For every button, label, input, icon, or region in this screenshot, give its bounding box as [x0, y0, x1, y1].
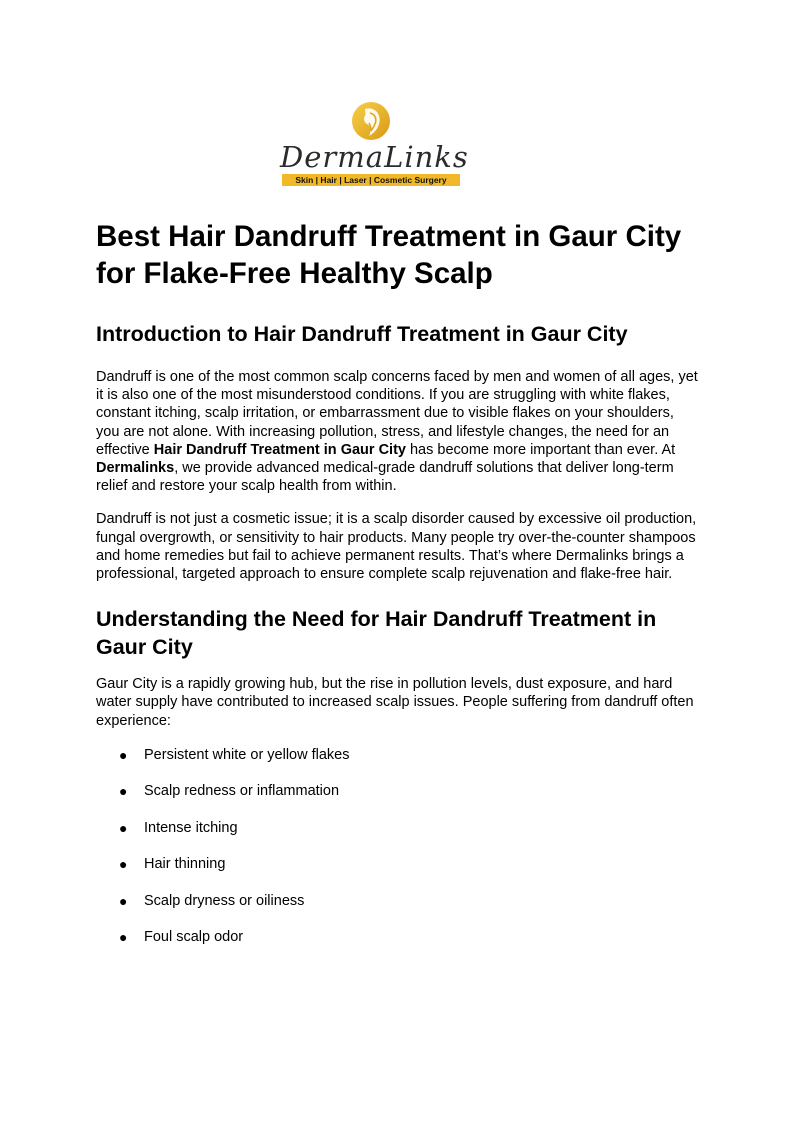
list-item-text: Foul scalp odor: [144, 929, 244, 946]
intro-p1-text-1: Dandruff is one of the most common scalp concerns faced by men and women of all ages, yet it is also one of the most misunderstood conditions. If you are struggling with white flakes, constant itching, scalp irritation, or embarrassment due to visible flakes on your shoulders, you are not alone. With increasing pollution, stress, and lifestyle changes, the need for an effective: [96, 369, 698, 458]
intro-heading: Introduction to Hair Dandruff Treatment in Gaur City: [96, 322, 628, 346]
bullet-icon: ●: [119, 746, 128, 763]
list-item: [96, 782, 700, 800]
bullet-icon: ●: [119, 819, 128, 836]
list-item: [96, 928, 700, 946]
list-item-text: Intense itching: [144, 819, 238, 836]
list-item: [96, 746, 700, 764]
bullet-icon: ●: [119, 892, 128, 909]
bullet-icon: ●: [119, 856, 128, 873]
page-title: Best Hair Dandruff Treatment in Gaur City for Flake-Free Healthy Scalp: [96, 220, 682, 290]
list-item: [96, 892, 700, 910]
bullet-icon: ●: [119, 929, 128, 946]
list-item: [96, 855, 700, 873]
list-item-text: Persistent white or yellow flakes: [144, 746, 350, 763]
intro-p1-text-3: , we provide advanced medical-grade dandruff solutions that deliver long-term relief and restore your scalp health from within.: [96, 460, 674, 495]
intro-paragraph-1: [96, 368, 700, 495]
woman-profile-circle-icon: [350, 100, 392, 142]
dermalinks-logo: [280, 100, 469, 188]
bullet-icon: ●: [119, 783, 128, 800]
intro-p1-bold-1: Hair Dandruff Treatment in Gaur City: [153, 441, 406, 458]
logo-wordmark: DermaLinks: [280, 140, 469, 174]
intro-paragraph-2: Dandruff is not just a cosmetic issue; it is a scalp disorder caused by excessive oil production, fungal overgrowth, or sensitivity to hair products. Many people try over-the-counter shampoos and home remedies but fail to achieve permanent results. That’s where Dermalinks brings a professional, targeted approach to ensure complete scalp rejuvenation and flake-free hair.: [96, 511, 697, 583]
document-body: [96, 218, 700, 965]
list-item-text: Scalp redness or inflammation: [144, 783, 340, 800]
need-paragraph: Gaur City is a rapidly growing hub, but the rise in pollution levels, dust exposure, and hard water supply have contributed to increased scalp issues. People suffering from dandruff often experience:: [96, 676, 694, 729]
logo-tagline: Skin | Hair | Laser | Cosmetic Surgery: [282, 174, 460, 186]
need-heading: Understanding the Need for Hair Dandruff Treatment in Gaur City: [96, 607, 657, 660]
list-item-text: Scalp dryness or oiliness: [144, 892, 305, 909]
list-item: [96, 819, 700, 837]
symptoms-list: [96, 746, 700, 947]
list-item-text: Hair thinning: [144, 856, 226, 873]
intro-p1-bold-2: Dermalinks: [96, 460, 175, 477]
intro-p1-text-2: has become more important than ever. At: [405, 441, 676, 458]
